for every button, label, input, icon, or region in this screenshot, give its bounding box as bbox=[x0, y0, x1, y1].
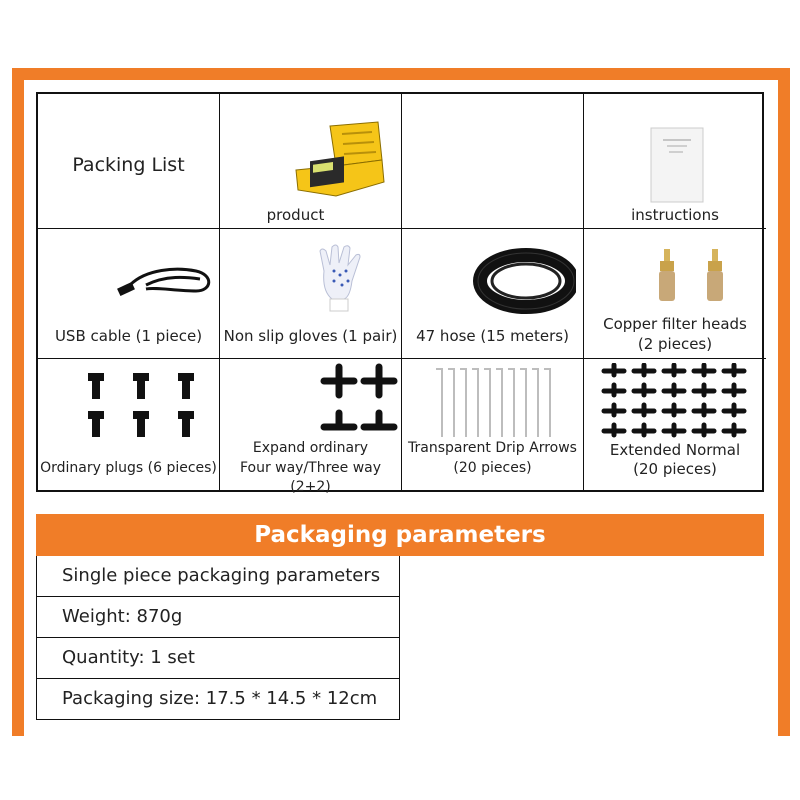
packaging-row-weight: Weight: 870g bbox=[36, 597, 400, 638]
empty-cell bbox=[402, 94, 584, 229]
usb-cable-cell bbox=[38, 229, 220, 359]
instructions-label: instructions bbox=[631, 206, 719, 224]
drip-arrows-label-line2: (20 pieces) bbox=[453, 460, 532, 476]
top-accent-bar bbox=[12, 68, 790, 80]
drip-arrows-label-line1: Transparent Drip Arrows bbox=[408, 440, 577, 456]
gloves-image bbox=[314, 241, 374, 316]
plugs-label: Ordinary plugs (6 pieces) bbox=[40, 460, 217, 476]
extended-normal-label-line1: Extended Normal bbox=[609, 441, 741, 459]
connectors-image bbox=[320, 363, 400, 443]
product-label: product bbox=[266, 206, 325, 224]
hose-label: 47 hose (15 meters) bbox=[416, 327, 569, 345]
packing-list-title: Packing List bbox=[72, 154, 185, 176]
copper-filter-label-line2: (2 pieces) bbox=[637, 335, 713, 353]
copper-filter-cell bbox=[584, 229, 766, 359]
expand-connectors-cell bbox=[220, 359, 402, 495]
expand-label-line1: Expand ordinary bbox=[252, 440, 369, 456]
drip-arrows-cell bbox=[402, 359, 584, 490]
instructions-cell bbox=[584, 94, 766, 229]
usb-cable-label: USB cable (1 piece) bbox=[54, 327, 203, 345]
copper-filter-heads-image bbox=[654, 245, 734, 310]
drip-arrows-image bbox=[432, 365, 558, 443]
packaging-row-header: Single piece packaging parameters bbox=[36, 556, 400, 597]
right-accent-bar bbox=[778, 68, 790, 736]
tee-connectors-image bbox=[600, 363, 750, 441]
hose-cell bbox=[402, 229, 584, 359]
extended-normal-label-line2: (20 pieces) bbox=[633, 460, 717, 478]
usb-cable-image bbox=[116, 259, 216, 309]
packaging-row-quantity: Quantity: 1 set bbox=[36, 638, 400, 679]
plugs-image bbox=[78, 367, 208, 447]
hose-coil-image bbox=[472, 245, 576, 325]
packaging-row-size: Packaging size: 17.5 * 14.5 * 12cm bbox=[36, 679, 400, 720]
plugs-cell bbox=[38, 359, 220, 490]
copper-filter-label-line1: Copper filter heads bbox=[603, 315, 747, 333]
packaging-parameters-banner: Packaging parameters bbox=[36, 514, 764, 556]
packing-list-table bbox=[36, 92, 764, 495]
extended-normal-cell bbox=[584, 359, 766, 490]
gloves-cell bbox=[220, 229, 402, 359]
product-box-image bbox=[290, 120, 390, 200]
product-cell bbox=[220, 94, 402, 229]
instruction-manual-image bbox=[647, 126, 709, 206]
left-accent-bar bbox=[12, 68, 24, 736]
gloves-label: Non slip gloves (1 pair) bbox=[223, 327, 398, 345]
expand-label-line2: Four way/Three way (2+2) bbox=[239, 460, 382, 495]
